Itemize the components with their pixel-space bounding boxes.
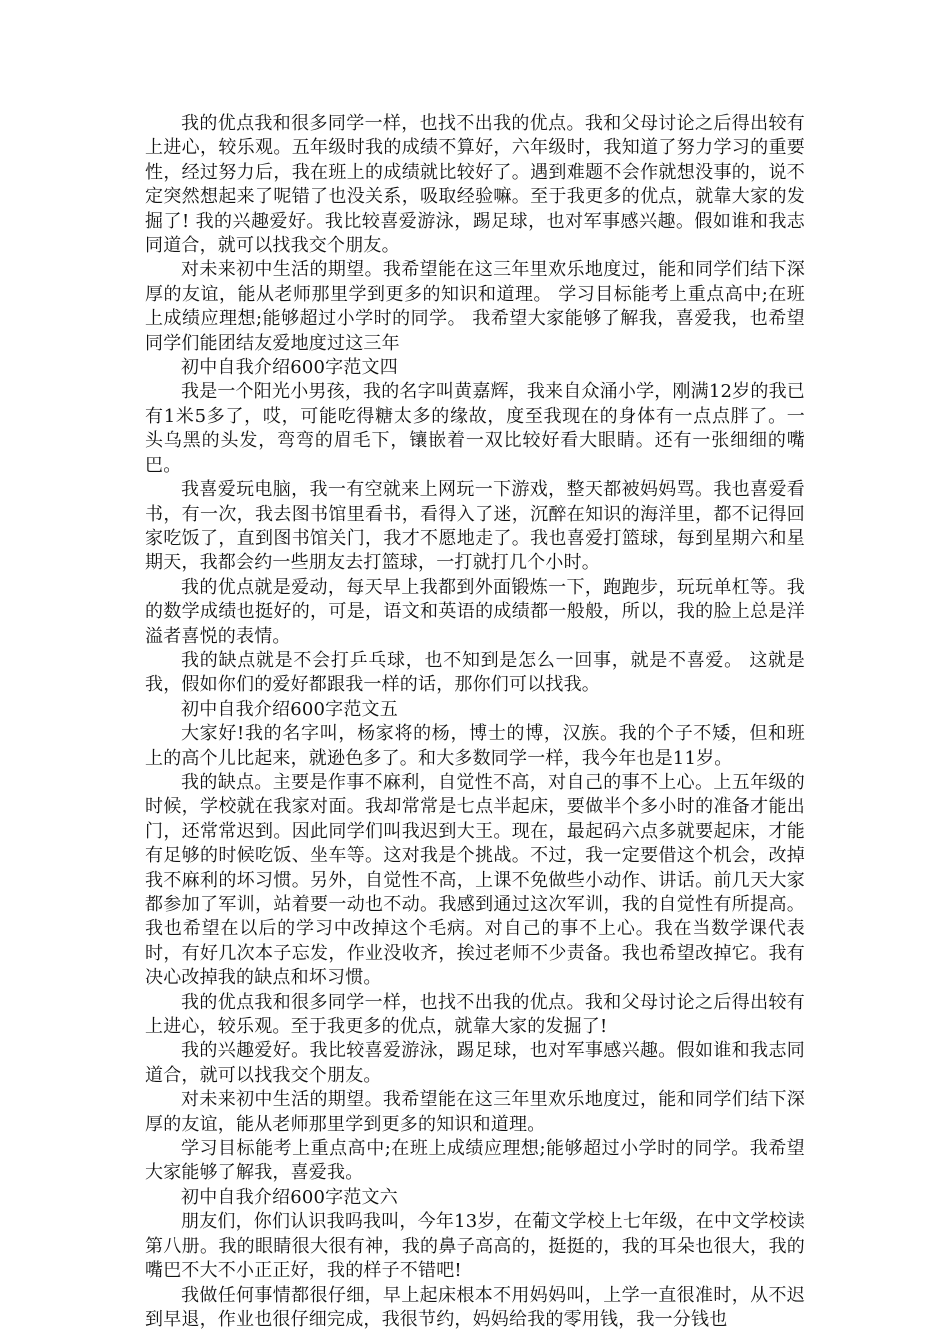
paragraph: 我的优点就是爱动，每天早上我都到外面锻炼一下，跑跑步，玩玩单杠等。我的数学成绩也挺好的，可是，语文和英语的成绩都一般般，所以，我的脸上总是洋溢者喜悦的表情。 xyxy=(145,576,805,647)
paragraph: 朋友们，你们认识我吗我叫，今年13岁，在葡文学校上七年级，在中文学校读第八册。我的眼睛很大很有神，我的鼻子高高的，挺挺的，我的耳朵也很大，我的嘴巴不大不小正正好，我的样子不错吧! xyxy=(145,1211,805,1282)
paragraph: 我做任何事情都很仔细，早上起床根本不用妈妈叫，上学一直很准时，从不迟到早退，作业也很仔细完成，我很节约，妈妈给我的零用钱，我一分钱也 xyxy=(145,1284,805,1330)
paragraph: 学习目标能考上重点高中;在班上成绩应理想;能够超过小学时的同学。我希望大家能够了解我，喜爱我。 xyxy=(145,1138,805,1184)
section-heading: 初中自我介绍600字范文六 xyxy=(181,1186,398,1208)
paragraph: 我的缺点就是不会打乒乓球，也不知到是怎么一回事，就是不喜爱。 这就是我，假如你们的爱好都跟我一样的话，那你们可以找我。 xyxy=(145,649,805,696)
paragraph: 我是一个阳光小男孩，我的名字叫黄嘉辉，我来自众涌小学，刚满12岁的我已有1米5多了，哎，可能吃得糖太多的缘故，度至我现在的身体有一点点胖了。一头乌黑的头发，弯弯的眉毛下，镶嵌着一双比较好看大眼睛。还有一张细细的嘴巴。 xyxy=(145,381,805,476)
paragraph: 对未来初中生活的期望。我希望能在这三年里欢乐地度过，能和同学们结下深厚的友谊，能从老师那里学到更多的知识和道理。 xyxy=(145,1089,805,1135)
paragraph: 我的缺点。主要是作事不麻利，自觉性不高，对自己的事不上心。上五年级的时候，学校就在我家对面。我却常常是七点半起床，要做半个多小时的准备才能出门，还常常迟到。因此同学们叫我迟到大王。现在，最起码六点多就要起床，才能有足够的时候吃饭、坐车等。这对我是个挑战。不过，我一定要借这个机会，改掉我不麻利的坏习惯。另外，自觉性不高，上课不免做些小动作、讲话。前几天大家都参加了军训，站着要一动也不动。我感到通过这次军训，我的自觉性有所提高。我也希望在以后的学习中改掉这个毛病。对自己的事不上心。我在当数学课代表时，有好几次本子忘发，作业没收齐，挨过老师不少责备。我也希望改掉它。我有决心改掉我的缺点和坏习惯。 xyxy=(145,771,805,989)
paragraph: 我的兴趣爱好。我比较喜爱游泳，踢足球，也对军事感兴趣。假如谁和我志同道合，就可以找我交个朋友。 xyxy=(145,1040,805,1086)
section-heading: 初中自我介绍600字范文四 xyxy=(181,357,398,379)
paragraph: 我的优点我和很多同学一样，也找不出我的优点。我和父母讨论之后得出较有上进心，较乐观。至于我更多的优点，就靠大家的发掘了! xyxy=(145,991,805,1038)
paragraph: 对未来初中生活的期望。我希望能在这三年里欢乐地度过，能和同学们结下深厚的友谊，能从老师那里学到更多的知识和道理。 学习目标能考上重点高中;在班上成绩应理想;能够超过小学时的同学。 我希望大家能够了解我，喜爱我，也希望同学们能团结友爱地度过这三年 xyxy=(145,259,805,354)
paragraph: 我喜爱玩电脑，我一有空就来上网玩一下游戏，整天都被妈妈骂。我也喜爱看书，有一次，我去图书馆里看书，看得入了迷，沉醉在知识的海洋里，都不记得回家吃饭了，直到图书馆关门，我才不愿地走了。我也喜爱打篮球，每到星期六和星期天，我都会约一些朋友去打篮球，一打就打几个小时。 xyxy=(145,479,805,574)
paragraph: 大家好!我的名字叫，杨家将的杨，博士的博，汉族。我的个子不矮，但和班上的高个儿比起来，就逊色多了。和大多数同学一样，我今年也是11岁。 xyxy=(145,723,805,769)
section-heading: 初中自我介绍600字范文五 xyxy=(181,698,398,720)
paragraph: 我的优点我和很多同学一样，也找不出我的优点。我和父母讨论之后得出较有上进心，较乐观。五年级时我的成绩不算好，六年级时，我知道了努力学习的重要性，经过努力后，我在班上的成绩就比较好了。遇到难题不会作就想没事的，说不定突然想起来了呢错了也没关系，吸取经验嘛。至于我更多的优点，就靠大家的发掘了! 我的兴趣爱好。我比较喜爱游泳，踢足球，也对军事感兴趣。假如谁和我志同道合，就可以找我交个朋友。 xyxy=(145,113,805,257)
document-page xyxy=(145,112,805,1332)
